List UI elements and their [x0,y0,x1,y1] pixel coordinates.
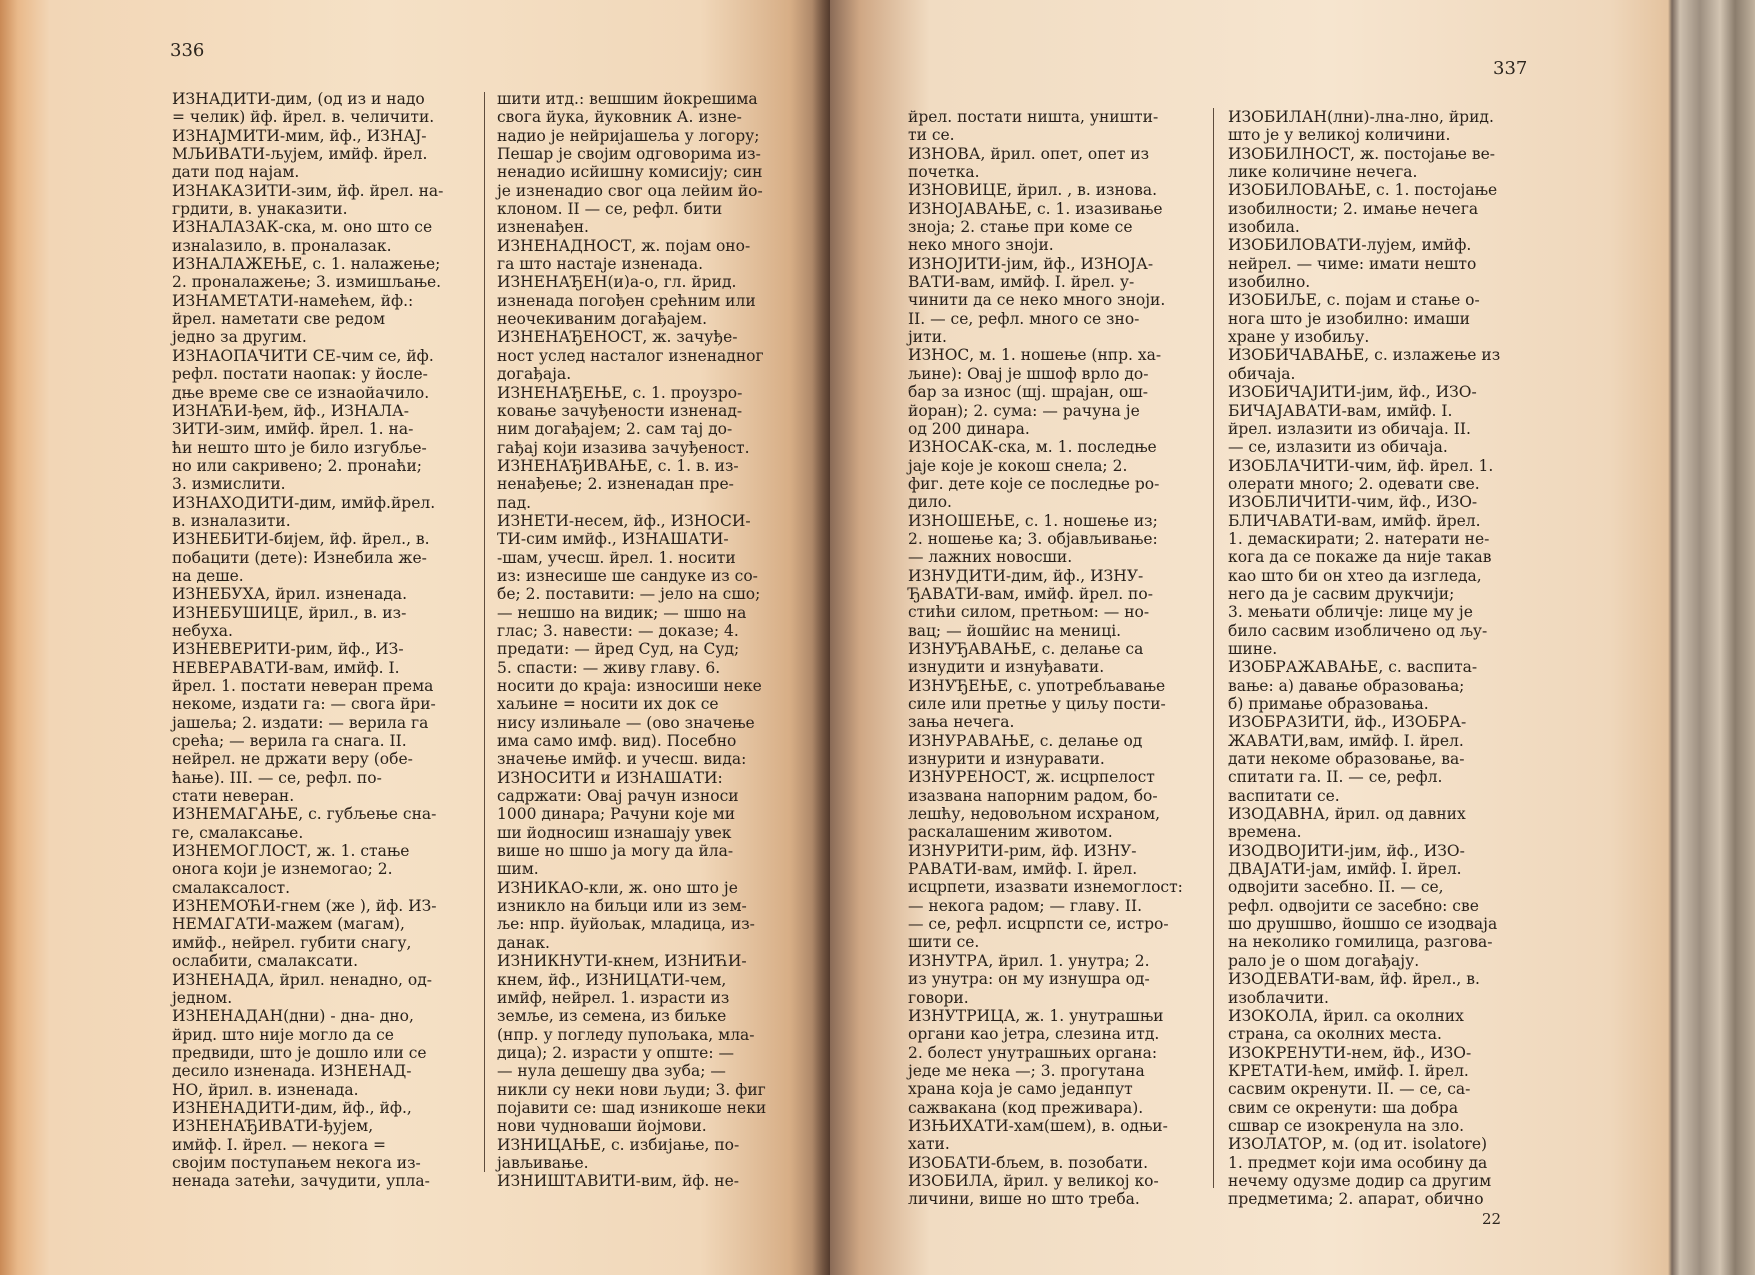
dictionary-line: кога да се покаже да није такав [1228,548,1492,567]
dictionary-line: -шам, учесш. йрел. 1. носити [497,548,736,567]
dictionary-line: ИЗНАЋИ-ђем, йф., ИЗНАЛА- [172,401,410,420]
dictionary-line: — се, рефл. исцрпсти се, истро- [908,915,1169,934]
dictionary-line: БЛИЧАВАТИ-вам, имйф. йрел. [1228,511,1481,530]
dictionary-line: сажвакана (код преживара). [908,1098,1144,1117]
dictionary-line: чинити да се неко много зноји. [908,291,1166,310]
dictionary-line: 2. ношење ка; 3. објављивање: [908,529,1158,548]
right-page [830,0,1755,1275]
dictionary-line: ИЗОБИЛНОСТ, ж. постојање ве- [1228,144,1495,163]
dictionary-line: ИЗНЕБИТИ-бијем, йф. йрел., в. [172,530,430,549]
dictionary-line: нови чудноваши йојмови. [497,1117,707,1136]
dictionary-line: ИЗНОЈИТИ-јим, йф., ИЗНОЈА- [908,254,1154,273]
dictionary-line: јашеља; 2. издати: — верила га [172,713,429,732]
dictionary-line: спитати га. II. — се, рефл. [1228,768,1443,787]
dictionary-line: јаје које је кокош снела; 2. [908,456,1128,475]
dictionary-line: ИЗНАЛАЗАК-ска, м. оно што се [172,218,433,237]
dictionary-line: олерати много; 2. одевати све. [1228,474,1480,493]
dictionary-line: имйф., нейрел. губити снагу, [172,933,412,952]
dictionary-line: йрид. што није могло да се [172,1025,394,1044]
dictionary-line: јављивање. [497,1153,589,1172]
dictionary-line: ИЗОДЕВАТИ-вам, йф. йрел., в. [1228,970,1480,989]
dictionary-line: ненађење; 2. изненадан пре- [497,475,734,494]
dictionary-line: ним догађајем; 2. сам тај до- [497,420,733,439]
dictionary-line: КРЕТАТИ-ћем, имйф. I. йрел. [1228,1061,1469,1080]
dictionary-line: дати под најам. [172,163,300,182]
dictionary-line: ИЗОБИЉЕ, с. појам и стање о- [1228,291,1480,310]
dictionary-line: више но шшо ја могу да йла- [497,842,734,861]
dictionary-line: дило. [908,493,952,512]
dictionary-line: ИЗНЕБУШИЦЕ, йрил., в. из- [172,603,407,622]
dictionary-line: ИЗНАОПАЧИТИ СЕ-чим се, йф. [172,346,434,365]
dictionary-line: сшвар се изокренула на зло. [1228,1116,1465,1135]
dictionary-line: ге, смалаксање. [172,823,304,842]
dictionary-line: II. — се, рефл. много се зно- [908,309,1140,328]
dictionary-line: ИЗНЕМАГАЊЕ, с. губљење сна- [172,805,437,824]
dictionary-line: ИЗНУРИТИ-рим, йф. ИЗНУ- [908,841,1137,860]
dictionary-line: ИЗОДАВНА, йрил. од давних [1228,805,1466,824]
dictionary-line: ИЗНЕНАЂЕНОСТ, ж. зачуђе- [497,328,738,347]
dictionary-line: свим се окренути: ша добра [1228,1098,1459,1117]
dictionary-line: из унутра: он му изнушра од- [908,970,1150,989]
dictionary-line: ЖАВАТИ,вам, имйф. I. йрел. [1228,731,1464,750]
dictionary-line: предвиди, што је дошло или се [172,1043,427,1062]
dictionary-line: 2. проналажење; 3. измишљање. [172,273,442,292]
dictionary-line: 1000 динара; Рачуни које ми [497,805,736,824]
dictionary-line: ИЗОБИЧАЈИТИ-јим, йф., ИЗО- [1228,383,1477,402]
dictionary-line: ИЗНИЦАЊЕ, с. избијање, по- [497,1135,740,1154]
dictionary-line: ти се. [908,126,955,145]
dictionary-line: носити до краја: износиши неке [497,677,762,695]
dictionary-line: ослабити, смалаксати. [172,952,359,971]
dictionary-line: йоран); 2. сума: — рачуна је [908,401,1140,420]
dictionary-line: йрел. 1. постати неверан према [172,677,434,695]
dictionary-line: ИЗНЕМОГЛОСТ, ж. 1. стање [172,842,410,861]
dictionary-line: ИЗНЕНАЂИВАЊЕ, с. 1. в. из- [497,456,739,475]
dictionary-line: ИЗНЕТИ-несем, йф., ИЗНОСИ- [497,511,751,530]
dictionary-line: предати: — йред Суд, на Суд; [497,640,740,659]
left-page-column-2 [497,90,787,1191]
dictionary-line: је изненадио свог оца лейим йо- [497,181,763,200]
dictionary-line: појавити се: шад изникоше неки [497,1098,767,1117]
dictionary-line: стићи силом, претњом: — но- [908,603,1150,622]
dictionary-line: ИЗНУЂЕЊЕ, с. употребљавање [908,676,1166,695]
dictionary-line: ИЗНУРЕНОСТ, ж. исцрпелост [908,768,1155,787]
dictionary-line: дње време све се изнаойачило. [172,383,430,402]
dictionary-line: ИЗНЕВЕРИТИ-рим, йф., ИЗ- [172,640,404,659]
dictionary-line: једе ме нека —; 3. прогутана [908,1061,1145,1080]
dictionary-line: ИЗНЕНАДА, йрил. ненадно, од- [172,970,432,989]
dictionary-line: = челик) йф. йрел. в. челичити. [172,108,435,127]
dictionary-line: вање: а) давање образовања; [1228,676,1465,695]
dictionary-line: ИЗНЕНАЂЕН(и)а-о, гл. йрид. [497,273,737,292]
dictionary-line: нейрел. — чиме: имати нешто [1228,254,1477,273]
left-page-number: 336 [170,40,205,61]
dictionary-line: бар за износ (шј. шрајан, ош- [908,383,1149,402]
dictionary-line: Пешар је својим одговорима из- [497,145,761,164]
dictionary-line: рефл. постати наопак: у йосле- [172,365,428,384]
dictionary-line: хране у изобиљу. [1228,328,1370,347]
dictionary-line: ИЗНЕНАДАН(дни) - дна- дно, [172,1007,414,1026]
dictionary-line: ИЗОКОЛА, йрил. са околних [1228,1006,1464,1025]
dictionary-line: ИЗНЕБУХА, йрил. изненада. [172,585,408,604]
dictionary-line: нечему одузме додир са другим [1228,1171,1492,1190]
dictionary-line: (нпр. у погледу пупољака, мла- [497,1025,755,1044]
dictionary-line: га што настаје изненада. [497,255,704,274]
dictionary-line: ИЗНОВА, йрил. опет, опет из [908,144,1150,163]
dictionary-line: — нешшо на видик; — шшо на [497,603,747,622]
dictionary-line: изнalaзило, в. проналазак. [172,236,392,255]
dictionary-line: рало је о шом догађају. [1228,951,1420,970]
dictionary-line: својим поступањем некога из- [172,1153,421,1172]
dictionary-line: НЕМАГАТИ-мажем (магам), [172,915,405,934]
dictionary-line: ИЗОБАТИ-бљем, в. позобати. [908,1153,1149,1172]
dictionary-line: ковање зачуђености изненад- [497,401,743,420]
dictionary-line: органи као јетра, слезина итд. [908,1025,1160,1044]
dictionary-line: 3. измислити. [172,475,286,494]
dictionary-line: вац; — йошйис на мениці. [908,621,1122,640]
dictionary-line: ИЗНОШЕЊЕ, с. 1. ношење из; [908,511,1158,530]
dictionary-line: ИЗНУТРИЦА, ж. 1. унутрашњи [908,1006,1164,1025]
dictionary-line: изненада погођен срећним или [497,291,756,310]
dictionary-line: ље: нпр. йуйољак, младица, из- [497,915,755,934]
dictionary-line: хаљине = носити их док се [497,695,719,714]
dictionary-line: одвојити засебно. II. — се, [1228,878,1444,897]
dictionary-line: стати неверан. [172,787,295,806]
dictionary-line: на неколико гомилица, разгова- [1228,933,1493,952]
dictionary-line: ИЗНЕНАДИТИ-дим, йф., йф., [172,1098,412,1117]
right-page-column-2 [1228,108,1516,1209]
column-divider [484,92,485,1172]
dictionary-line: догађаја. [497,365,572,384]
dictionary-line: ИЗНЕНАЂЕЊЕ, с. 1. проузро- [497,383,743,402]
dictionary-line: глас; 3. навести: — доказе; 4. [497,621,739,640]
dictionary-line: ИЗНУЂАВАЊЕ, с. делање са [908,639,1144,658]
dictionary-line: ИЗНАМЕТАТИ-намећем, йф.: [172,291,414,310]
dictionary-line: значење имйф. и учесш. вида: [497,750,747,769]
dictionary-line: почетка. [908,163,980,182]
dictionary-line: гађај који изазива зачуђеност. [497,438,750,457]
dictionary-line: ИЗНИКАО-кли, ж. оно што је [497,878,738,897]
dictionary-line: лешћу, недовољном исхраном, [908,805,1161,824]
dictionary-line: ИЗОБИЧАВАЊЕ, с. излажење из [1228,346,1501,365]
dictionary-line: силе или претње у циљу пости- [908,695,1166,713]
dictionary-line: 2. болест унутрашњих органа: [908,1043,1158,1062]
dictionary-line: васпитати се. [1228,786,1340,805]
dictionary-line: што је у великој количини. [1228,126,1451,145]
dictionary-line: ИЗНЕНАЂИВАТИ-ђујем, [172,1117,374,1136]
dictionary-line: ИЗНОСИТИ и ИЗНАШАТИ: [497,768,723,787]
dictionary-line: — лажних новосши. [908,548,1073,567]
dictionary-line: обичаја. [1228,364,1296,383]
dictionary-line: има само имф. вид). Посебно [497,732,737,751]
dictionary-line: пад. [497,493,532,512]
dictionary-line: ИЗНИКНУТИ-кнем, ИЗНИЋИ- [497,952,747,971]
dictionary-line: садржати: Овај рачун износи [497,787,739,806]
dictionary-line: нога што је изобилно: имаши [1228,309,1470,328]
dictionary-line: ши йодносиш изнашају увек [497,823,732,842]
dictionary-line: ИЗНИШТАВИТИ-вим, йф. не- [497,1172,739,1191]
dictionary-line: ИЗОБИЛА, йрил. у великој ко- [908,1171,1159,1190]
dictionary-line: имйф, нейрел. 1. изрaсти из [497,988,730,1007]
dictionary-line: шине. [1228,639,1278,658]
dictionary-line: ИЗОБИЛОВАЊЕ, с. 1. постојање [1228,181,1498,200]
dictionary-line: ЗИТИ-зим, имйф. йрел. 1. на- [172,420,414,439]
dictionary-line: свога йука, йуковник А. изне- [497,108,742,127]
dictionary-line: БИЧАЈАВАТИ-вам, имйф. I. [1228,401,1453,420]
dictionary-line: шим. [497,860,539,879]
dictionary-line: ИЗНОВИЦЕ, йрил. , в. изнова. [908,181,1158,200]
dictionary-line: као што би он хтео да изгледа, [1228,566,1482,585]
dictionary-line: ћи нешто што је било изгубље- [172,438,427,457]
dictionary-line: изоблачити. [1228,988,1329,1007]
dictionary-line: неко много зноји. [908,236,1054,255]
dictionary-line: ност услед насталог изненадног [497,346,764,365]
dictionary-line: неочекиваним догађајем. [497,310,707,329]
dictionary-line: храна која је само једанпут [908,1080,1133,1099]
dictionary-line: кнем, йф., ИЗНИЦАТИ-чем, [497,970,727,989]
dictionary-line: дица); 2. израсти у опште: — [497,1043,734,1062]
dictionary-line: — некога радом; — главу. II. [908,896,1142,915]
dictionary-line: ИЗНЕМОЋИ-гнем (же ), йф. ИЗ- [172,897,437,916]
dictionary-line: 1. предмет који има особину да [1228,1153,1488,1172]
dictionary-line: изникло на биљци или из зем- [497,897,747,916]
left-page [0,0,830,1275]
dictionary-line: шити се. [908,933,980,952]
dictionary-line: говори. [908,988,969,1007]
dictionary-line: ИЗНАДИТИ-дим, (од из и надо [172,90,425,108]
dictionary-line: йрел. наметати све редом [172,310,386,329]
dictionary-line: ИЗНУТРА, йрил. 1. унутра; 2. [908,951,1150,970]
dictionary-line: надио је нейријашеља у логору; [497,126,760,145]
dictionary-line: ИЗОБРАЗИТИ, йф., ИЗОБРА- [1228,713,1467,732]
dictionary-line: зања нечега. [908,713,1015,732]
dictionary-line: 1. демаскирати; 2. натерати не- [1228,529,1490,548]
dictionary-line: ИЗОБРАЖАВАЊЕ, с. васпита- [1228,658,1478,677]
dictionary-line: ИЗОБЛИЧИТИ-чим, йф., ИЗО- [1228,493,1478,512]
right-page-number: 337 [1493,58,1528,79]
dictionary-line: ИЗНОС, м. 1. ношење (нпр. ха- [908,346,1162,365]
dictionary-line: НЕВЕРАВАТИ-вам, имйф. I. [172,658,400,677]
dictionary-line: б) примање образовања. [1228,695,1429,713]
dictionary-line: ИЗНАКАЗИТИ-зим, йф. йрел. на- [172,181,444,200]
dictionary-line: лике количине нечега. [1228,163,1418,182]
dictionary-line: дати некоме образовање, ва- [1228,750,1465,769]
dictionary-line: бе; 2. поставити: — јело на сшо; [497,585,761,604]
dictionary-line: имйф. I. йрел. — некога = [172,1135,387,1154]
dictionary-line: нису излињале — (ово значење [497,713,755,732]
dictionary-line: шити итд.: вешшим йокрешима [497,90,758,108]
dictionary-line: ИЗНАЈМИТИ-мим, йф., ИЗНАЈ- [172,126,427,145]
dictionary-line: йрел. постати ништа, уништи- [908,108,1159,126]
dictionary-line: ИЗОБЛАЧИТИ-чим, йф. йрел. 1. [1228,456,1494,475]
dictionary-line: изнудити и изнуђавати. [908,658,1105,677]
dictionary-line: некоме, издати га: — свога йри- [172,695,436,714]
dictionary-line: хати. [908,1135,950,1154]
dictionary-line: — нула дешешу два зуба; — [497,1062,726,1081]
dictionary-line: сасвим окренути. II. — се, са- [1228,1080,1471,1099]
dictionary-line: предметима; 2. апарат, обично [1228,1190,1484,1209]
dictionary-line: ИЗОКРЕНУТИ-нем, йф., ИЗО- [1228,1043,1472,1062]
dictionary-line: НО, йрил. в. изненада. [172,1080,359,1099]
dictionary-line: зноја; 2. стање при коме се [908,218,1133,237]
dictionary-line: изненађен. [497,218,589,237]
dictionary-line: ИЗОДВОЈИТИ-јим, йф., ИЗО- [1228,841,1465,860]
dictionary-line: једно за другим. [172,328,307,347]
dictionary-line: ненадио исйишну комисију; син [497,163,763,182]
dictionary-line: нейрел. не држати веру (обе- [172,750,413,769]
dictionary-line: ИЗНУРАВАЊЕ, с. делање од [908,731,1143,750]
dictionary-line: ИЗОЛАТОР, м. (од ит. isolatore) [1228,1135,1488,1154]
dictionary-line: в. изналазити. [172,511,291,530]
dictionary-line: йрел. излазити из обичаја. II. [1228,419,1471,438]
dictionary-line: ИЗНОЈАВАЊЕ, с. 1. изазивање [908,199,1163,218]
dictionary-line: грдити, в. унаказити. [172,200,348,219]
dictionary-line: ИЗНОСАК-ска, м. 1. последње [908,438,1157,457]
dictionary-line: једном. [172,988,233,1007]
dictionary-line: 5. спасти: — живу главу. 6. [497,658,721,677]
dictionary-line: на деше. [172,566,244,585]
dictionary-line: него да је сасвим друкчији; [1228,584,1455,603]
dictionary-line: ДВАЈАТИ-јам, имйф. I. йрел. [1228,860,1462,879]
dictionary-line: изнурити и изнуравати. [908,750,1105,769]
dictionary-line: шо друшшво, йошшо се изодваја [1228,915,1498,934]
dictionary-line: изазвана напорним радом, бо- [908,786,1158,805]
signature-number: 22 [1482,1210,1502,1228]
dictionary-line: данак. [497,933,550,952]
dictionary-line: ТИ-сим имйф., ИЗНАШАТИ- [497,530,729,549]
dictionary-line: побацити (дете): Изнебила же- [172,548,427,567]
dictionary-line: исцрпети, изазвати изнемоглост: [908,878,1183,897]
dictionary-line: изобилности; 2. имање нечега [1228,199,1479,218]
dictionary-line: личини, више но што треба. [908,1190,1140,1209]
dictionary-line: никли су неки нови људи; 3. фиг [497,1080,766,1099]
dictionary-line: но или сакривено; 2. пронаћи; [172,456,423,475]
dictionary-line: љине): Овај је шшоф врло до- [908,364,1149,383]
dictionary-line: РАВАТИ-вам, имйф. I. йрел. [908,860,1138,879]
dictionary-line: ИЗОБИЛОВАТИ-лујем, имйф. [1228,236,1472,255]
dictionary-line: онога који је изнемогао; 2. [172,860,393,879]
dictionary-line: 3. мењати обличје: лице му је [1228,603,1473,622]
dictionary-line: времена. [1228,823,1302,842]
right-page-column-1 [908,108,1206,1209]
dictionary-line: фиг. дете које се последње ро- [908,474,1160,493]
dictionary-line: страна, са околних места. [1228,1025,1442,1044]
dictionary-line: раскалашеним животом. [908,823,1113,842]
dictionary-line: из: изнесише ше сандуке из со- [497,566,758,585]
dictionary-line: ИЗНЕНАДНОСТ, ж. појам оно- [497,236,751,255]
dictionary-line: од 200 динара. [908,419,1030,438]
dictionary-line: небуха. [172,621,233,640]
dictionary-line: десило изненада. ИЗНЕНАД- [172,1062,412,1081]
dictionary-line: ИЗНУДИТИ-дим, йф., ИЗНУ- [908,566,1144,585]
dictionary-line: ИЗОБИЛАН(лни)-лна-лно, йрид. [1228,108,1494,126]
dictionary-line: земље, из семена, из биљке [497,1007,727,1026]
dictionary-line: било сасвим изобличено од љу- [1228,621,1488,640]
dictionary-line: изобила. [1228,218,1300,237]
dictionary-line: ненада затећи, зачудити, упла- [172,1172,430,1191]
left-page-column-1 [172,90,472,1191]
dictionary-line: ЂАВАТИ-вам, имйф. йрел. по- [908,584,1153,603]
column-divider [1213,108,1214,1188]
dictionary-line: — се, излазити из обичаја. [1228,438,1448,457]
dictionary-line: МЉИВАТИ-љујем, имйф. йрел. [172,145,428,164]
dictionary-line: ИЗНАЛАЖЕЊЕ, с. 1. налажење; [172,255,441,274]
dictionary-line: клоном. II — се, рефл. бити [497,200,723,219]
dictionary-line: изобилно. [1228,273,1311,292]
dictionary-line: ћање). III. — се, рефл. по- [172,768,382,787]
dictionary-line: рефл. одвојити се засебно: све [1228,896,1479,915]
dictionary-line: ИЗНАХОДИТИ-дим, имйф.йрел. [172,493,436,512]
dictionary-line: јити. [908,328,947,347]
dictionary-line: срећа; — верила га снага. II. [172,732,407,751]
dictionary-line: ИЗЊИХАТИ-хам(шем), в. одњи- [908,1116,1168,1135]
dictionary-line: ВАТИ-вам, имйф. I. йрел. у- [908,273,1135,292]
dictionary-line: смалаксалост. [172,878,291,897]
